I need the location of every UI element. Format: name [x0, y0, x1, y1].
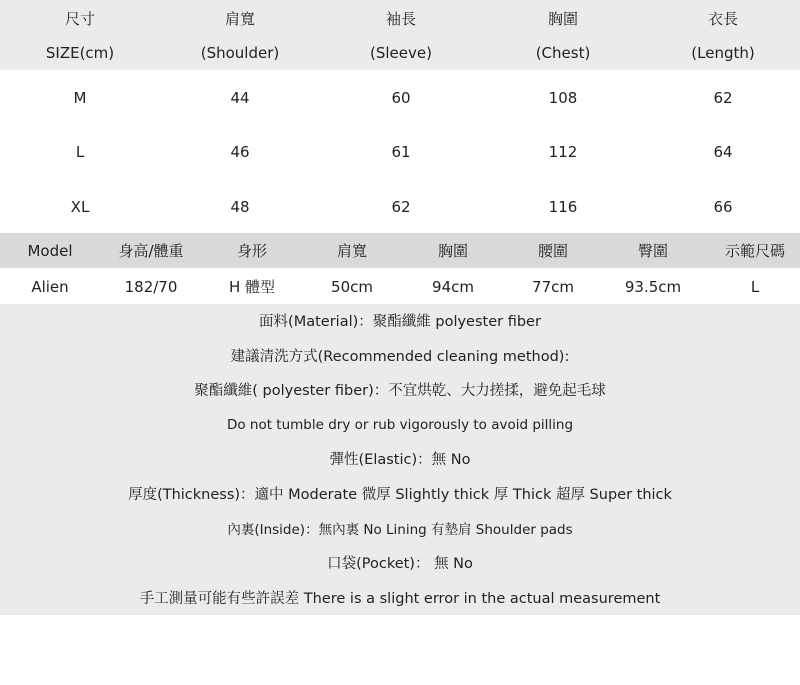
model-cell: 94cm	[432, 278, 474, 296]
size-cell: 46	[230, 143, 250, 161]
model-cell: Alien	[31, 278, 69, 296]
size-cell: 62	[713, 89, 733, 107]
model-table-header	[0, 233, 800, 268]
note-inside: 內裏(Inside)：無內裏 No Lining 有墊肩 Shoulder pads	[227, 522, 573, 538]
size-cell: 64	[713, 143, 733, 161]
model-cell: 50cm	[331, 278, 373, 296]
note-cleaning-en: Do not tumble dry or rub vigorously to avoid pilling	[226, 417, 574, 433]
size-table-header	[0, 0, 800, 70]
header-size-en: SIZE(cm)	[45, 44, 115, 62]
size-table-body	[0, 70, 800, 233]
note-cleaning-zh: 聚酯纖維( polyester fiber)：不宜烘乾、大力搓揉，避免起毛球	[194, 383, 606, 399]
size-cell: XL	[70, 198, 90, 216]
size-cell: 112	[548, 143, 578, 161]
note-pocket: 口袋(Pocket)： 無 No	[327, 556, 473, 572]
size-cell: 116	[548, 198, 578, 216]
size-cell: 62	[391, 198, 411, 216]
header-length-zh: 衣長	[707, 10, 739, 28]
header-sleeve-en: (Sleeve)	[370, 44, 432, 62]
size-cell: 60	[391, 89, 411, 107]
size-cell: 61	[391, 143, 411, 161]
model-cell: 93.5cm	[624, 278, 682, 296]
note-cleaning-title: 建議清洗方式(Recommended cleaning method):	[230, 349, 570, 365]
size-cell: 48	[230, 198, 250, 216]
size-cell: 66	[713, 198, 733, 216]
header-sleeve-zh: 袖長	[385, 10, 417, 28]
model-cell: H 體型	[228, 278, 276, 296]
size-cell: M	[73, 89, 87, 107]
model-header-cell: Model	[27, 242, 73, 260]
note-measurement-error: 手工測量可能有些許誤差 There is a slight error in the actual measurement	[139, 591, 661, 607]
model-cell: 77cm	[532, 278, 574, 296]
size-cell: 44	[230, 89, 250, 107]
model-header-cell: 身形	[236, 242, 268, 260]
model-header-cell: 肩寬	[336, 242, 368, 260]
model-header-cell: 胸圍	[437, 242, 469, 260]
header-length-en: (Length)	[691, 44, 755, 62]
size-cell: 108	[548, 89, 578, 107]
model-table-row	[0, 268, 800, 304]
model-header-cell: 臀圍	[637, 242, 669, 260]
header-shoulder-en: (Shoulder)	[200, 44, 280, 62]
note-elastic: 彈性(Elastic)：無 No	[329, 452, 471, 468]
model-header-cell: 示範尺碼	[724, 242, 786, 260]
model-header-cell: 腰圍	[537, 242, 569, 260]
size-cell: L	[75, 143, 85, 161]
header-shoulder-zh: 肩寬	[224, 10, 256, 28]
header-chest-en: (Chest)	[535, 44, 591, 62]
note-material: 面料(Material)：聚酯纖維 polyester fiber	[259, 314, 541, 330]
product-notes	[0, 304, 800, 615]
model-cell: L	[750, 278, 760, 296]
model-header-cell: 身高/體重	[118, 242, 184, 260]
model-cell: 182/70	[124, 278, 178, 296]
note-thickness: 厚度(Thickness)：適中 Moderate 微厚 Slightly thick 厚 Thick 超厚 Super thick	[128, 487, 672, 503]
header-chest-zh: 胸圍	[547, 10, 579, 28]
header-size-zh: 尺寸	[64, 10, 96, 28]
